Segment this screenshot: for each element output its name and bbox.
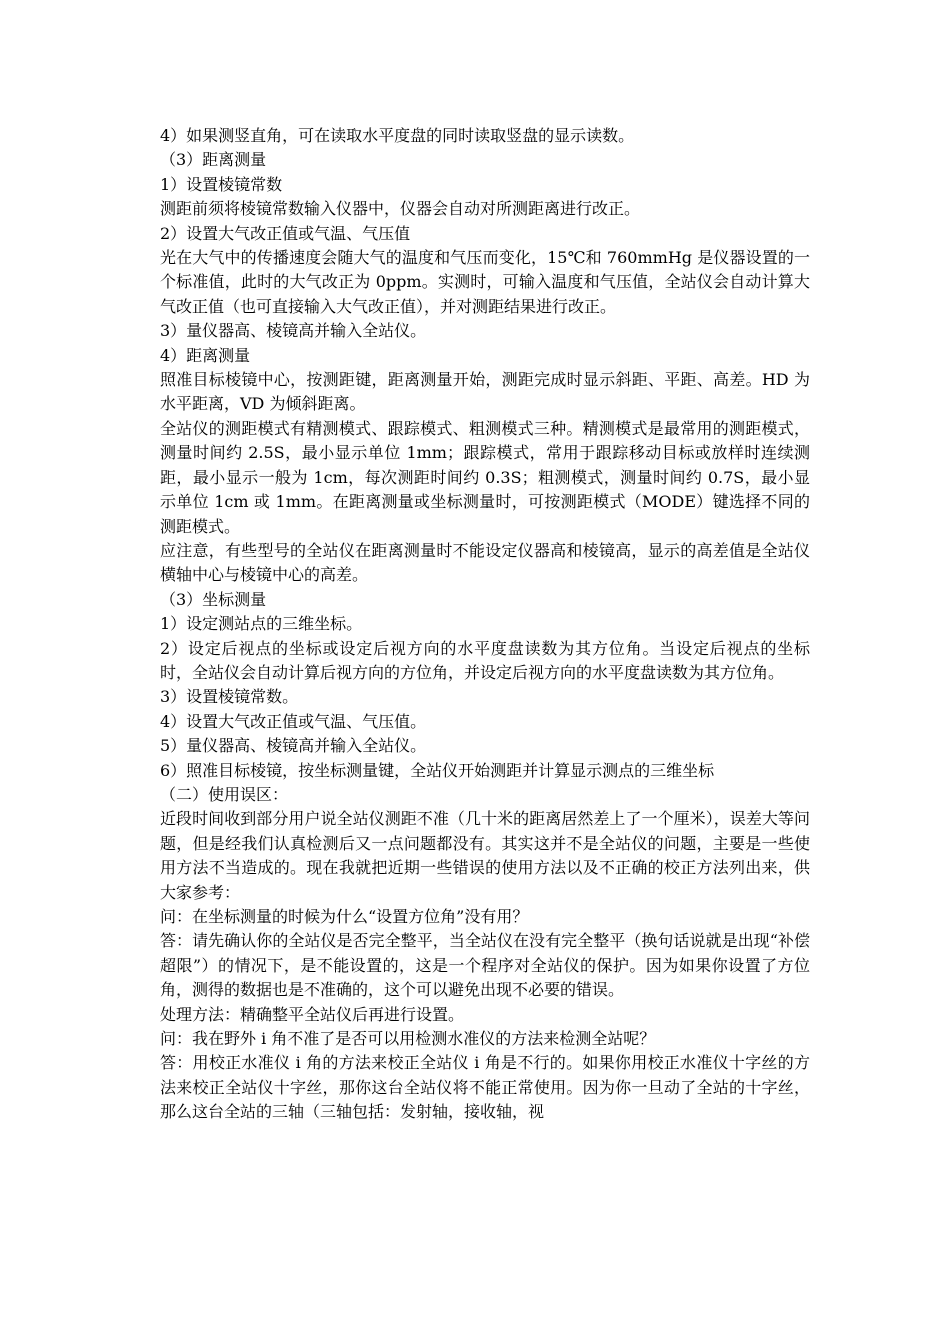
paragraph: 6）照准目标棱镜，按坐标测量键，全站仪开始测距并计算显示测点的三维坐标 xyxy=(160,760,715,780)
step-heading: 2）设置大气改正值或气温、气压值 xyxy=(160,223,411,243)
question: 问：我在野外 i 角不准了是否可以用检测水准仪的方法来检测全站呢？ xyxy=(160,1029,656,1049)
paragraph: 光在大气中的传播速度会随大气的温度和气压而变化，15℃和 760mmHg 是仪器设置的一个标准值，此时的大气改正为 0ppm。实测时，可输入温度和气压值，全站仪会自动计算大气改正值（也可直接输入大气改正值），并对测距结果进行改正。 xyxy=(160,248,810,316)
section-heading: （3）距离测量 xyxy=(160,150,267,170)
document-page xyxy=(160,124,810,1125)
step-heading: 5）量仪器高、棱镜高并输入全站仪。 xyxy=(160,736,427,756)
answer: 答：请先确认你的全站仪是否完全整平，当全站仪在没有完全整平（换句话说就是出现“补偿超限”）的情况下，是不能设置的，这是一个程序对全站仪的保护。因为如果你设置了方位角，测得的数据也是不准确的，这个可以避免出现不必要的错误。 xyxy=(160,931,810,1000)
step-heading: 3）量仪器高、棱镜高并输入全站仪。 xyxy=(160,321,427,341)
paragraph: 处理方法：精确整平全站仪后再进行设置。 xyxy=(160,1004,465,1024)
section-heading: （3）坐标测量 xyxy=(160,589,267,609)
question: 问：在坐标测量的时候为什么“设置方位角”没有用？ xyxy=(160,907,529,926)
step-heading: 3）设置棱镜常数。 xyxy=(160,687,299,707)
step-heading: 4）设置大气改正值或气温、气压值。 xyxy=(160,711,427,731)
answer: 答：用校正水准仪 i 角的方法来校正全站仪 i 角是不行的。如果你用校正水准仪十字丝的方法来校正全站仪十字丝，那你这台全站仪将不能正常使用。因为你一旦动了全站的十字丝，那么这台全站的三轴（三轴包括：发射轴，接收轴，视 xyxy=(160,1053,810,1122)
step-heading: 4）距离测量 xyxy=(160,345,251,365)
paragraph: 2）设定后视点的坐标或设定后视方向的水平度盘读数为其方位角。当设定后视点的坐标时，全站仪会自动计算后视方向的方位角，并设定后视方向的水平度盘读数为其方位角。 xyxy=(160,638,810,682)
paragraph: 测距前须将棱镜常数输入仪器中，仪器会自动对所测距离进行改正。 xyxy=(160,199,641,219)
paragraph: 4）如果测竖直角，可在读取水平度盘的同时读取竖盘的显示读数。 xyxy=(160,126,635,145)
step-heading: 1）设定测站点的三维坐标。 xyxy=(160,614,363,634)
paragraph: 近段时间收到部分用户说全站仪测距不准（几十米的距离居然差上了一个厘米），误差大等问题，但是经我们认真检测后又一点问题都没有。其实这并不是全站仪的问题，主要是一些使用方法不当造成的。现在我就把近期一些错误的使用方法以及不正确的校正方法列出来，供大家参考： xyxy=(160,809,810,902)
paragraph: 照准目标棱镜中心，按测距键，距离测量开始，测距完成时显示斜距、平距、高差。HD 为水平距离，VD 为倾斜距离。 xyxy=(160,370,810,414)
paragraph: 应注意，有些型号的全站仪在距离测量时不能设定仪器高和棱镜高，显示的高差值是全站仪横轴中心与棱镜中心的高差。 xyxy=(160,540,810,585)
section-heading: （二）使用误区： xyxy=(160,784,289,804)
paragraph: 全站仪的测距模式有精测模式、跟踪模式、粗测模式三种。精测模式是最常用的测距模式，测量时间约 2.5S，最小显示单位 1mm；跟踪模式，常用于跟踪移动目标或放样时连续测距，最小显示一般为 1cm，每次测距时间约 0.3S；粗测模式，测量时间约 0.7S，最小显示单位 1cm 或 1mm。在距离测量或坐标测量时，可按测距模式（MODE）键选择不同的测距模式。 xyxy=(160,418,810,536)
step-heading: 1）设置棱镜常数 xyxy=(160,174,283,194)
